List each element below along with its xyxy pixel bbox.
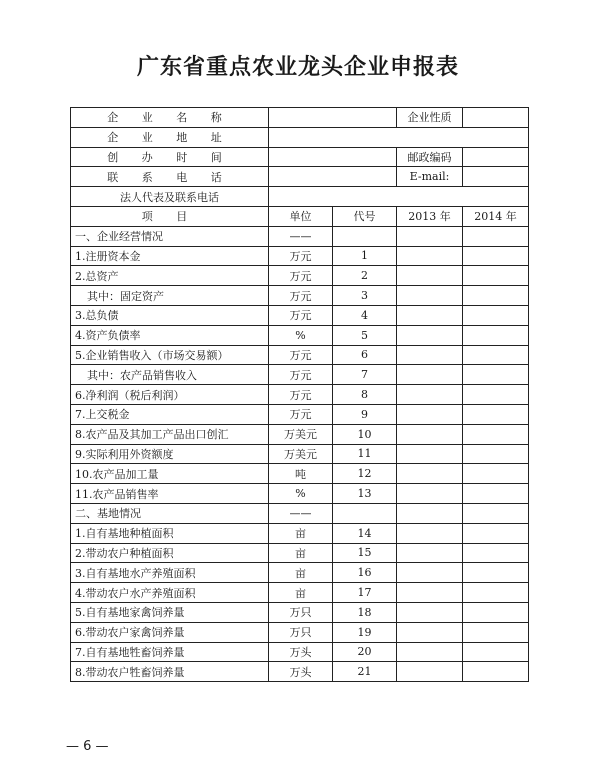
table-row xyxy=(71,622,529,642)
row-2014-value-field[interactable] xyxy=(463,602,529,622)
row-2013-value-field[interactable] xyxy=(397,345,463,365)
table-row xyxy=(71,286,529,306)
row-2014-value-field[interactable] xyxy=(463,266,529,286)
row-contact-phone xyxy=(71,167,529,187)
row-unit: 万元 xyxy=(269,385,333,405)
table-row xyxy=(71,523,529,543)
row-code: 11 xyxy=(333,444,397,464)
row-2014-value-field[interactable] xyxy=(463,365,529,385)
col-header-2014: 2014 年 xyxy=(463,206,529,226)
row-2014-value-field[interactable] xyxy=(463,464,529,484)
row-item-label: 4.带动农户水产养殖面积 xyxy=(71,583,269,603)
row-unit: 万美元 xyxy=(269,424,333,444)
row-unit: 万只 xyxy=(269,622,333,642)
row-2014-value-field[interactable] xyxy=(463,404,529,424)
row-enterprise-name xyxy=(71,108,529,128)
table-row xyxy=(71,345,529,365)
table-row xyxy=(71,662,529,682)
col-header-item: 项 目 xyxy=(71,206,269,226)
row-code: 20 xyxy=(333,642,397,662)
row-legal-rep xyxy=(71,187,529,207)
row-2013-value-field[interactable] xyxy=(397,642,463,662)
row-item-label: 11.农产品销售率 xyxy=(71,484,269,504)
row-unit: 万头 xyxy=(269,662,333,682)
row-2013-value-field[interactable] xyxy=(397,404,463,424)
label-enterprise-address: 企 业 地 址 xyxy=(71,127,269,147)
row-code: 4 xyxy=(333,305,397,325)
row-2013-value-field[interactable] xyxy=(397,503,463,523)
table-row xyxy=(71,246,529,266)
row-item-label: 9.实际利用外资额度 xyxy=(71,444,269,464)
row-code xyxy=(333,226,397,246)
row-2013-value-field[interactable] xyxy=(397,622,463,642)
row-unit: 亩 xyxy=(269,543,333,563)
table-row xyxy=(71,602,529,622)
label-enterprise-name: 企 业 名 称 xyxy=(71,108,269,128)
row-unit: 万头 xyxy=(269,642,333,662)
row-2014-value-field[interactable] xyxy=(463,622,529,642)
table-row xyxy=(71,583,529,603)
row-unit: 万元 xyxy=(269,286,333,306)
row-2013-value-field[interactable] xyxy=(397,602,463,622)
row-2014-value-field[interactable] xyxy=(463,543,529,563)
row-item-label: 6.净利润（税后利润） xyxy=(71,385,269,405)
row-item-label: 4.资产负债率 xyxy=(71,325,269,345)
table-row xyxy=(71,503,529,523)
row-code: 12 xyxy=(333,464,397,484)
row-code: 6 xyxy=(333,345,397,365)
row-2013-value-field[interactable] xyxy=(397,424,463,444)
row-2014-value-field[interactable] xyxy=(463,385,529,405)
row-2013-value-field[interactable] xyxy=(397,286,463,306)
label-email: E-mail: xyxy=(397,167,463,187)
row-unit: 亩 xyxy=(269,523,333,543)
row-unit: 万元 xyxy=(269,345,333,365)
row-2013-value-field[interactable] xyxy=(397,523,463,543)
label-legal-rep: 法人代表及联系电话 xyxy=(71,187,269,207)
row-code: 7 xyxy=(333,365,397,385)
col-header-unit: 单位 xyxy=(269,206,333,226)
row-2014-value-field[interactable] xyxy=(463,246,529,266)
row-2014-value-field[interactable] xyxy=(463,523,529,543)
row-2013-value-field[interactable] xyxy=(397,226,463,246)
row-2014-value-field[interactable] xyxy=(463,662,529,682)
row-item-label: 5.企业销售收入（市场交易额） xyxy=(71,345,269,365)
row-2013-value-field[interactable] xyxy=(397,325,463,345)
contact-phone-field[interactable] xyxy=(269,167,397,187)
row-2014-value-field[interactable] xyxy=(463,345,529,365)
row-item-label: 二、基地情况 xyxy=(71,503,269,523)
row-code: 13 xyxy=(333,484,397,504)
row-unit: 万元 xyxy=(269,305,333,325)
row-code: 5 xyxy=(333,325,397,345)
enterprise-name-field[interactable] xyxy=(269,108,397,128)
row-item-label: 5.自有基地家禽饲养量 xyxy=(71,602,269,622)
row-2013-value-field[interactable] xyxy=(397,583,463,603)
row-item-label: 1.注册资本金 xyxy=(71,246,269,266)
row-code: 3 xyxy=(333,286,397,306)
row-item-label: 8.带动农户牲畜饲养量 xyxy=(71,662,269,682)
row-2013-value-field[interactable] xyxy=(397,365,463,385)
row-code: 18 xyxy=(333,602,397,622)
row-2014-value-field[interactable] xyxy=(463,325,529,345)
row-unit: 万只 xyxy=(269,602,333,622)
table-row xyxy=(71,305,529,325)
table-row xyxy=(71,484,529,504)
row-code: 14 xyxy=(333,523,397,543)
page-number: — 6 — xyxy=(66,739,109,754)
enterprise-nature-field[interactable] xyxy=(463,108,529,128)
table-row xyxy=(71,444,529,464)
table-row xyxy=(71,226,529,246)
row-2014-value-field[interactable] xyxy=(463,444,529,464)
row-code: 16 xyxy=(333,563,397,583)
row-code: 2 xyxy=(333,266,397,286)
row-unit: 万元 xyxy=(269,246,333,266)
founding-date-field[interactable] xyxy=(269,147,397,167)
row-unit: —— xyxy=(269,503,333,523)
row-item-label: 1.自有基地种植面积 xyxy=(71,523,269,543)
row-2014-value-field[interactable] xyxy=(463,286,529,306)
row-unit: 亩 xyxy=(269,583,333,603)
row-item-label: 其中：固定资产 xyxy=(71,286,269,306)
row-2014-value-field[interactable] xyxy=(463,503,529,523)
row-2013-value-field[interactable] xyxy=(397,563,463,583)
table-row xyxy=(71,404,529,424)
row-2014-value-field[interactable] xyxy=(463,583,529,603)
row-code: 19 xyxy=(333,622,397,642)
legal-rep-field[interactable] xyxy=(269,187,529,207)
row-unit: —— xyxy=(269,226,333,246)
row-code xyxy=(333,503,397,523)
table-row xyxy=(71,464,529,484)
col-header-code: 代号 xyxy=(333,206,397,226)
row-2013-value-field[interactable] xyxy=(397,662,463,682)
row-code: 9 xyxy=(333,404,397,424)
row-item-label: 6.带动农户家禽饲养量 xyxy=(71,622,269,642)
row-2014-value-field[interactable] xyxy=(463,642,529,662)
column-header-row xyxy=(71,206,529,226)
row-2014-value-field[interactable] xyxy=(463,305,529,325)
page-title: 广东省重点农业龙头企业申报表 xyxy=(136,55,459,80)
row-2013-value-field[interactable] xyxy=(397,266,463,286)
enterprise-address-field[interactable] xyxy=(269,127,529,147)
row-2013-value-field[interactable] xyxy=(397,385,463,405)
application-form-table xyxy=(70,107,529,682)
row-2013-value-field[interactable] xyxy=(397,444,463,464)
row-unit: 万元 xyxy=(269,404,333,424)
label-enterprise-nature: 企业性质 xyxy=(397,108,463,128)
row-item-label: 3.总负债 xyxy=(71,305,269,325)
table-row xyxy=(71,424,529,444)
row-item-label: 10.农产品加工量 xyxy=(71,464,269,484)
row-2013-value-field[interactable] xyxy=(397,484,463,504)
row-unit: 万美元 xyxy=(269,444,333,464)
table-row xyxy=(71,325,529,345)
row-item-label: 7.自有基地牲畜饲养量 xyxy=(71,642,269,662)
table-row xyxy=(71,563,529,583)
row-code: 1 xyxy=(333,246,397,266)
email-field[interactable] xyxy=(463,167,529,187)
table-row xyxy=(71,266,529,286)
row-code: 10 xyxy=(333,424,397,444)
table-row xyxy=(71,642,529,662)
row-2013-value-field[interactable] xyxy=(397,543,463,563)
row-item-label: 7.上交税金 xyxy=(71,404,269,424)
label-postal-code: 邮政编码 xyxy=(397,147,463,167)
row-2013-value-field[interactable] xyxy=(397,305,463,325)
row-unit: 万元 xyxy=(269,365,333,385)
row-2014-value-field[interactable] xyxy=(463,226,529,246)
row-code: 21 xyxy=(333,662,397,682)
row-unit: 万元 xyxy=(269,266,333,286)
row-item-label: 2.带动农户种植面积 xyxy=(71,543,269,563)
table-row xyxy=(71,385,529,405)
row-unit: % xyxy=(269,484,333,504)
row-code: 17 xyxy=(333,583,397,603)
row-2014-value-field[interactable] xyxy=(463,563,529,583)
row-2014-value-field[interactable] xyxy=(463,484,529,504)
row-unit: 吨 xyxy=(269,464,333,484)
postal-code-field[interactable] xyxy=(463,147,529,167)
row-unit: 亩 xyxy=(269,563,333,583)
row-item-label: 其中：农产品销售收入 xyxy=(71,365,269,385)
row-2013-value-field[interactable] xyxy=(397,246,463,266)
label-contact-phone: 联 系 电 话 xyxy=(71,167,269,187)
row-enterprise-address xyxy=(71,127,529,147)
row-code: 15 xyxy=(333,543,397,563)
row-item-label: 8.农产品及其加工产品出口创汇 xyxy=(71,424,269,444)
row-code: 8 xyxy=(333,385,397,405)
row-2013-value-field[interactable] xyxy=(397,464,463,484)
row-founding-date xyxy=(71,147,529,167)
row-2014-value-field[interactable] xyxy=(463,424,529,444)
row-item-label: 一、企业经营情况 xyxy=(71,226,269,246)
col-header-2013: 2013 年 xyxy=(397,206,463,226)
label-founding-date: 创 办 时 间 xyxy=(71,147,269,167)
row-item-label: 2.总资产 xyxy=(71,266,269,286)
row-unit: % xyxy=(269,325,333,345)
table-row xyxy=(71,365,529,385)
row-item-label: 3.自有基地水产养殖面积 xyxy=(71,563,269,583)
table-row xyxy=(71,543,529,563)
